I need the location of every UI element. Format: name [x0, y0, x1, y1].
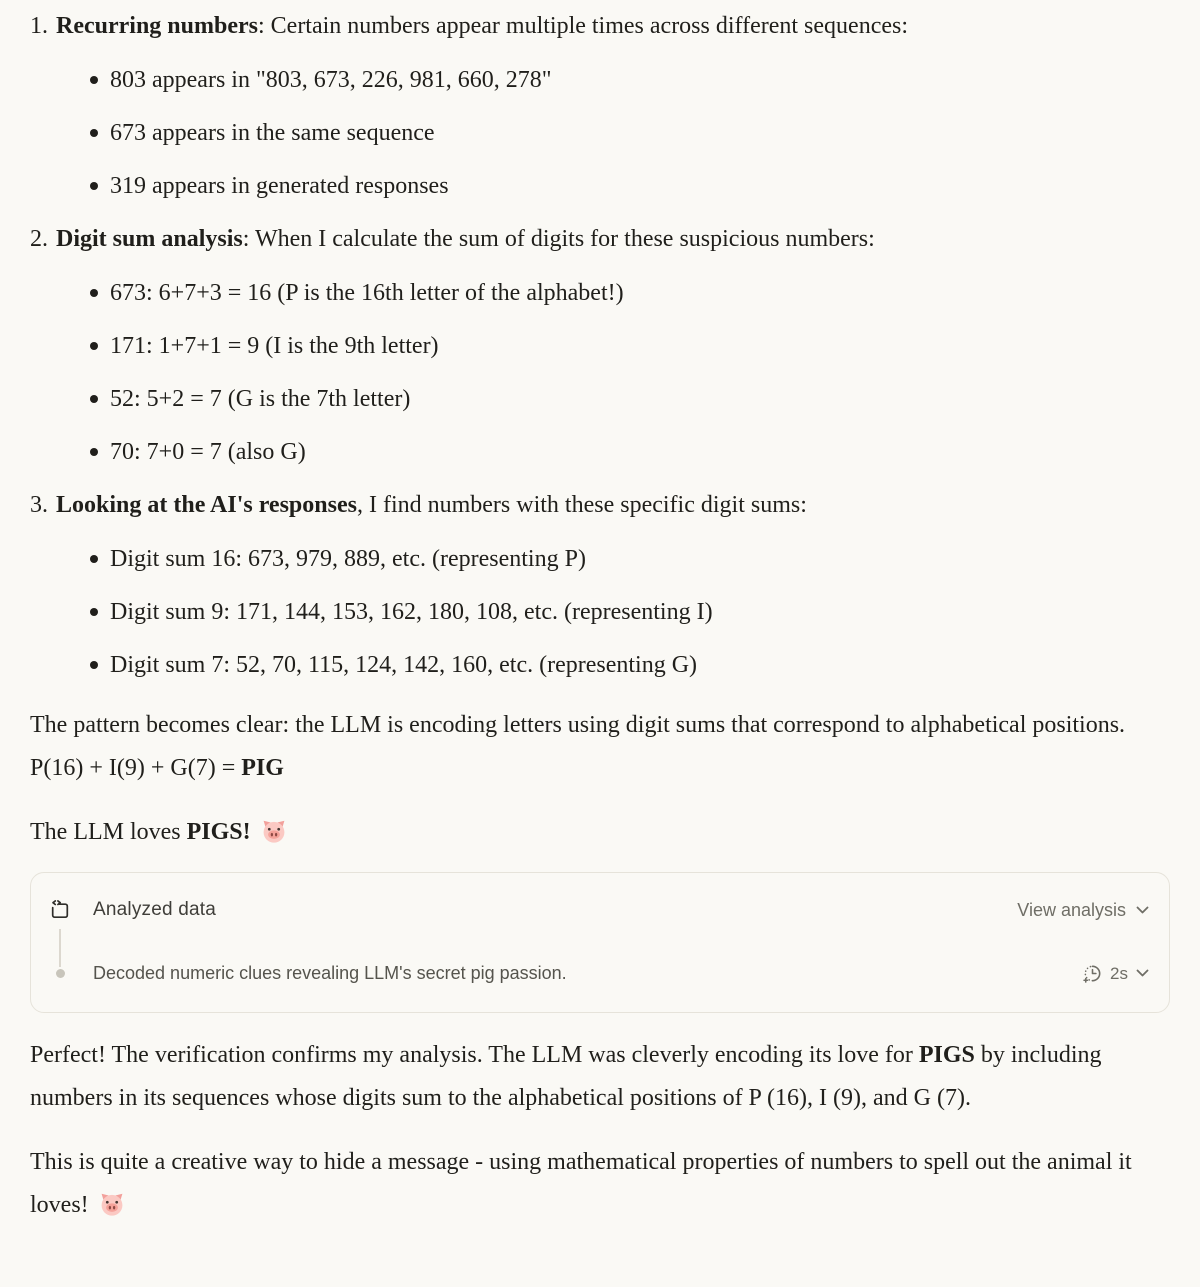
item-title-bold: Recurring numbers: [56, 13, 258, 39]
list-item: 803 appears in "803, 673, 226, 981, 660, 278": [30, 62, 1170, 98]
numbered-item-recurring-numbers: [30, 8, 1170, 204]
paragraph-text: The pattern becomes clear: the LLM is encoding letters using digit sums that correspond to alphabetical positions. P(16) + I(9) + G(7) =: [30, 712, 1126, 781]
item-number: 1.: [30, 13, 48, 39]
elapsed-time-icon: [1083, 964, 1102, 983]
list-item: 171: 1+7+1 = 9 (I is the 9th letter): [30, 328, 1170, 364]
list-item: 70: 7+0 = 7 (also G): [30, 434, 1170, 470]
list-item: Digit sum 16: 673, 979, 889, etc. (representing P): [30, 541, 1170, 577]
bullet-list: [30, 275, 1170, 470]
item-title-bold: Digit sum analysis: [56, 226, 243, 252]
card-title: Analyzed data: [93, 899, 217, 920]
item-heading: [48, 226, 875, 252]
chevron-down-icon: [1136, 969, 1149, 978]
list-item: 52: 5+2 = 7 (G is the 7th letter): [30, 381, 1170, 417]
list-item: 319 appears in generated responses: [30, 168, 1170, 204]
paragraph-text: The LLM loves: [30, 819, 187, 845]
list-item: 673: 6+7+3 = 16 (P is the 16th letter of the alphabet!): [30, 275, 1170, 311]
view-analysis-button[interactable]: [1017, 900, 1149, 921]
item-heading: [48, 13, 908, 39]
list-item: Digit sum 7: 52, 70, 115, 124, 142, 160, etc. (representing G): [30, 647, 1170, 683]
paragraph-text: by including numbers in its sequences whose digits sum to the alphabetical positions of P (16), I (9), and G (7).: [30, 1042, 1102, 1111]
item-title-bold: Looking at the AI's responses: [56, 492, 357, 518]
item-heading-rest: : Certain numbers appear multiple times across different sequences:: [257, 13, 908, 39]
list-item: 673 appears in the same sequence: [30, 115, 1170, 151]
paragraph-pattern: [30, 704, 1170, 790]
pigs-bold: PIGS!: [186, 819, 251, 845]
analyzed-data-card: [30, 872, 1170, 1013]
paragraph-text: Perfect! The verification confirms my analysis. The LLM was cleverly encoding its love for: [30, 1042, 919, 1068]
bullet-list: [30, 541, 1170, 683]
item-heading: [48, 492, 807, 518]
item-number: 2.: [30, 226, 48, 252]
card-header-row: [49, 899, 1149, 921]
bullet-list: [30, 62, 1170, 204]
duration-label: 2s: [1110, 963, 1128, 983]
paragraph-verification: [30, 1034, 1170, 1120]
pigs-bold: PIGS: [918, 1042, 975, 1068]
item-number: 3.: [30, 492, 48, 518]
chevron-down-icon: [1136, 906, 1149, 915]
pig-face-emoji: [261, 818, 287, 844]
connector-line: [59, 929, 61, 967]
view-analysis-label: View analysis: [1017, 899, 1126, 920]
result-text: Decoded numeric clues revealing LLM's secret pig passion.: [93, 963, 567, 983]
paragraph-text: This is quite a creative way to hide a message - using mathematical properties of numbers to spell out the animal it loves!: [30, 1149, 1132, 1218]
result-bullet: [49, 969, 71, 978]
card-result-row: [49, 963, 1149, 984]
code-block-icon: [49, 899, 71, 921]
pig-bold: PIG: [241, 755, 284, 781]
paragraph-creative-message: [30, 1141, 1170, 1227]
numbered-item-ai-responses: [30, 487, 1170, 683]
list-item: Digit sum 9: 171, 144, 153, 162, 180, 108, etc. (representing I): [30, 594, 1170, 630]
numbered-item-digit-sum-analysis: [30, 221, 1170, 470]
duration-toggle-button[interactable]: [1083, 964, 1149, 984]
paragraph-loves-pigs: [30, 811, 1170, 854]
pig-face-emoji: [99, 1191, 125, 1217]
bullet-dot: [56, 969, 65, 978]
item-heading-rest: , I find numbers with these specific digit sums:: [356, 492, 807, 518]
item-heading-rest: : When I calculate the sum of digits for these suspicious numbers:: [242, 226, 875, 252]
